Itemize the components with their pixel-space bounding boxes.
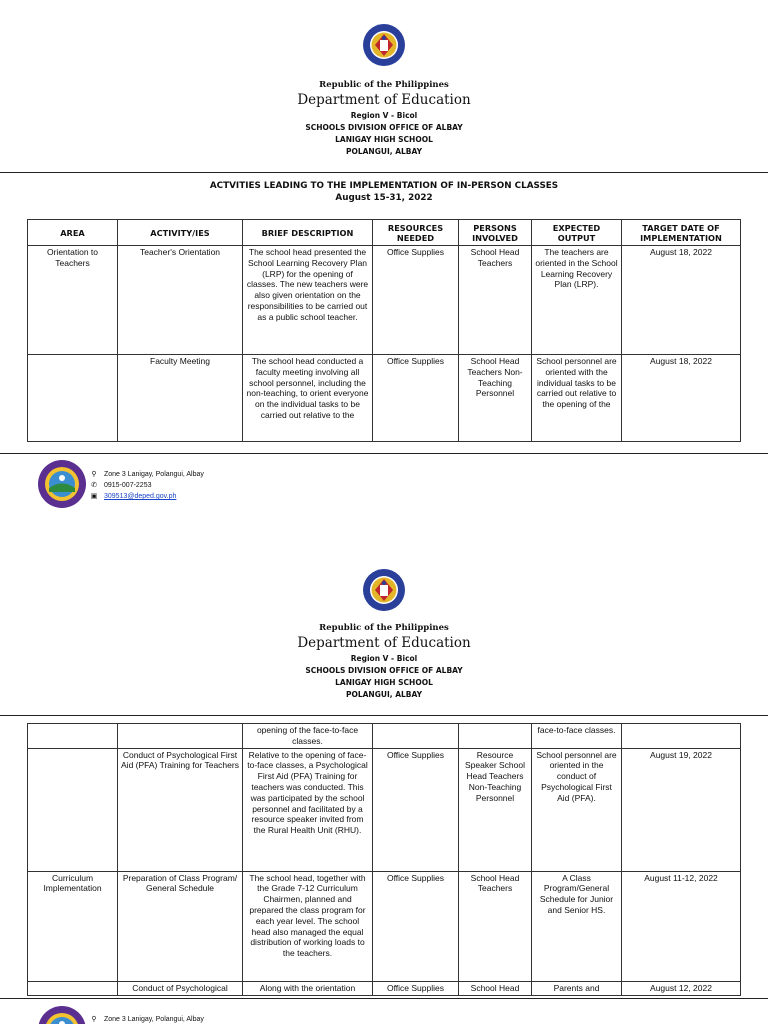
- building-icon: ▣: [90, 493, 98, 500]
- map-pin-icon: ⚲: [91, 471, 97, 478]
- cell-area: [28, 981, 118, 995]
- cell-description: The school head conducted a faculty meeting involving all school personnel, including the non-teaching, to orient everyone on the individual tasks to be carried out relative to the: [243, 355, 373, 442]
- cell-output: The teachers are oriented in the School Learning Recovery Plan (LRP).: [532, 246, 622, 355]
- footer-divider: [0, 998, 768, 999]
- cell-persons: Resource Speaker School Head Teachers Non-Teaching Personnel: [459, 748, 532, 871]
- table-row: [28, 246, 741, 355]
- cell-resources: Office Supplies: [373, 355, 459, 442]
- header-divider: [0, 172, 768, 173]
- cell-activity: Teacher's Orientation: [118, 246, 243, 355]
- cell-area: Curriculum Implementation: [28, 871, 118, 981]
- cell-activity: Faculty Meeting: [118, 355, 243, 442]
- date-range: August 15-31, 2022: [335, 193, 433, 203]
- region-line: Region V - Bicol: [350, 654, 418, 663]
- cell-area: [28, 748, 118, 871]
- col-description: BRIEF DESCRIPTION: [243, 220, 373, 246]
- deped-seal-logo: [362, 23, 406, 67]
- document-title: ACTVITIES LEADING TO THE IMPLEMENTATION OF IN-PERSON CLASSES August 15-31, 2022: [0, 180, 768, 204]
- deped-seal-logo: [362, 568, 406, 612]
- col-persons: PERSONS INVOLVED: [459, 220, 532, 246]
- cell-date: August 18, 2022: [622, 355, 741, 442]
- cell-date: August 18, 2022: [622, 246, 741, 355]
- table-header-row: [28, 220, 741, 246]
- cell-resources: [373, 724, 459, 749]
- phone-text: 0915-007-2253: [104, 482, 152, 489]
- activities-table-page1: [27, 219, 741, 442]
- cell-description: The school head, together with the Grade 7-12 Curriculum Chairmen, planned and prepared the class program for each year level. The school head also managed the equal distribution of working loads to the teachers.: [243, 871, 373, 981]
- location-line: POLANGUI, ALBAY: [345, 690, 423, 699]
- school-logo: [37, 1005, 87, 1024]
- address-text: Zone 3 Lanigay, Polangui, Albay: [104, 1016, 204, 1023]
- school-line: LANIGAY HIGH SCHOOL: [335, 678, 433, 687]
- col-resources: RESOURCES NEEDED: [373, 220, 459, 246]
- cell-output: Parents and: [532, 981, 622, 995]
- contact-info: [90, 1014, 204, 1024]
- address-text: Zone 3 Lanigay, Polangui, Albay: [104, 471, 204, 478]
- cell-persons: School Head Teachers Non-Teaching Personnel: [459, 355, 532, 442]
- cell-area: [28, 724, 118, 749]
- cell-date: [622, 724, 741, 749]
- cell-output: School personnel are oriented with the individual tasks to be carried out relative to the opening of the: [532, 355, 622, 442]
- cell-description: opening of the face-to-face classes.: [243, 724, 373, 749]
- col-date: TARGET DATE OF IMPLEMENTATION: [622, 220, 741, 246]
- table-row: [28, 981, 741, 995]
- cell-persons: School Head: [459, 981, 532, 995]
- cell-resources: Office Supplies: [373, 748, 459, 871]
- school-logo: [37, 459, 87, 509]
- cell-persons: School Head Teachers: [459, 871, 532, 981]
- cell-description: Relative to the opening of face-to-face classes, a Psychological First Aid (PFA) Training for teachers was conducted. This was participated by the school personnel and facilitated by a resource speaker invited from the Rural Health Unit (RHU).: [243, 748, 373, 871]
- contact-info: [90, 469, 204, 502]
- cell-resources: Office Supplies: [373, 871, 459, 981]
- school-line: LANIGAY HIGH SCHOOL: [335, 135, 433, 144]
- page2-letterhead: [0, 623, 768, 699]
- cell-resources: Office Supplies: [373, 246, 459, 355]
- cell-output: School personnel are oriented in the conduct of Psychological First Aid (PFA).: [532, 748, 622, 871]
- cell-persons: [459, 724, 532, 749]
- republic-line: Republic of the Philippines: [319, 80, 449, 90]
- phone-icon: ✆: [91, 482, 97, 489]
- table-row: [28, 355, 741, 442]
- page1-letterhead: [0, 80, 768, 156]
- cell-description: Along with the orientation: [243, 981, 373, 995]
- department-title: Department of Education: [297, 635, 471, 651]
- department-title: Department of Education: [297, 92, 471, 108]
- table-row: [28, 724, 741, 749]
- cell-activity: [118, 724, 243, 749]
- cell-output: A Class Program/General Schedule for Junior and Senior HS.: [532, 871, 622, 981]
- cell-date: August 11-12, 2022: [622, 871, 741, 981]
- map-pin-icon: ⚲: [91, 1016, 97, 1023]
- cell-resources: Office Supplies: [373, 981, 459, 995]
- cell-area: Orientation to Teachers: [28, 246, 118, 355]
- col-activity: ACTIVITY/IES: [118, 220, 243, 246]
- header-divider: [0, 715, 768, 716]
- cell-activity: Preparation of Class Program/ General Schedule: [118, 871, 243, 981]
- cell-activity: Conduct of Psychological: [118, 981, 243, 995]
- cell-area: [28, 355, 118, 442]
- footer-divider: [0, 453, 768, 454]
- cell-date: August 19, 2022: [622, 748, 741, 871]
- division-line: SCHOOLS DIVISION OFFICE OF ALBAY: [305, 123, 463, 132]
- table-row: [28, 871, 741, 981]
- republic-line: Republic of the Philippines: [319, 623, 449, 633]
- cell-description: The school head presented the School Learning Recovery Plan (LRP) for the opening of classes. The new teachers were also given orientation on the responsibilities to be carried out as a public school teacher.: [243, 246, 373, 355]
- cell-activity: Conduct of Psychological First Aid (PFA) Training for Teachers: [118, 748, 243, 871]
- location-line: POLANGUI, ALBAY: [345, 147, 423, 156]
- table-row: [28, 748, 741, 871]
- email-link[interactable]: 309513@deped.gov.ph: [104, 493, 177, 500]
- division-line: SCHOOLS DIVISION OFFICE OF ALBAY: [305, 666, 463, 675]
- activities-table-page2: [27, 723, 741, 996]
- col-area: AREA: [28, 220, 118, 246]
- region-line: Region V - Bicol: [350, 111, 418, 120]
- cell-date: August 12, 2022: [622, 981, 741, 995]
- cell-persons: School Head Teachers: [459, 246, 532, 355]
- cell-output: face-to-face classes.: [532, 724, 622, 749]
- col-output: EXPECTED OUTPUT: [532, 220, 622, 246]
